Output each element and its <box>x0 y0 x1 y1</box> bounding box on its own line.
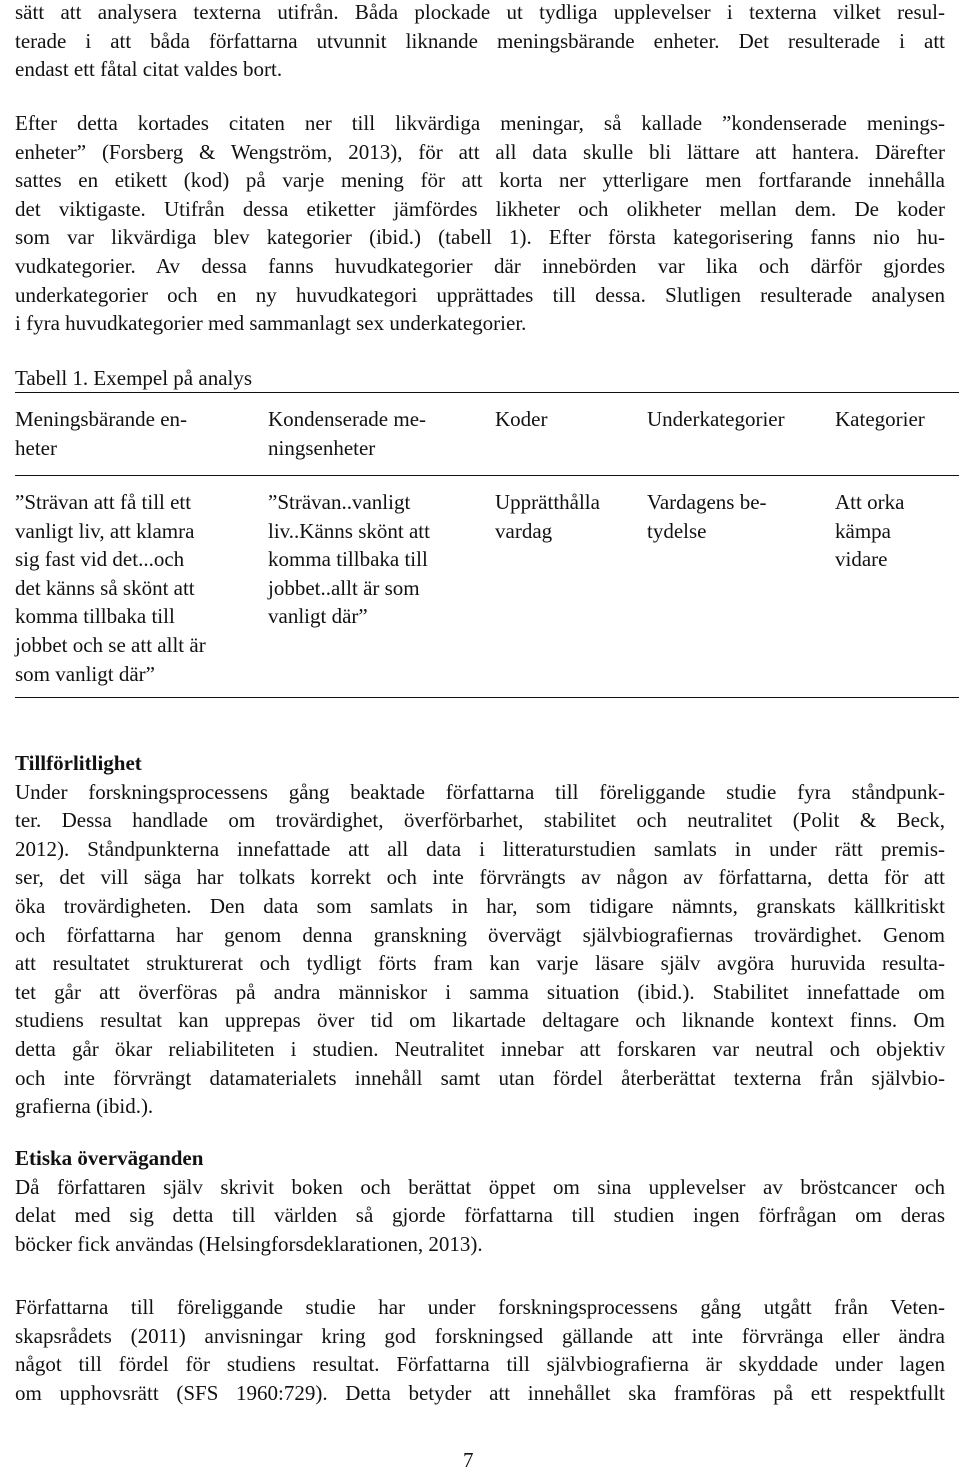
text-line: Författarna till föreliggande studie har under forskningsprocessens gång utgått från Veten- <box>15 1295 945 1319</box>
text-line: Då författaren själv skrivit boken och berättat öppet om sina upplevelser av bröstcancer och <box>15 1174 945 1199</box>
section-heading: Etiska överväganden <box>15 1146 204 1170</box>
ethics-section <box>15 1144 945 1258</box>
method-paragraph <box>15 109 945 338</box>
table-header-rule <box>15 475 959 476</box>
text-line: terade i att båda författarna utvunnit liknande meningsbärande enheter. Det resulterade i att <box>15 28 945 53</box>
text-line: och inte förvrängt datamaterialets innehåll samt utan fördel återberättat texterna från självbio- <box>15 1065 945 1090</box>
cell-category: Att orka kämpa vidare <box>835 490 905 572</box>
cell-meaning-unit: ”Strävan att få till ett vanligt liv, att klamra sig fast vid det...och det känns så skönt att komma tillbaka till jobbet och se att allt är som vanligt där” <box>15 490 206 686</box>
text-line: det viktigaste. Utifrån dessa etiketter jämfördes likheter och olikheter mellan dem. De koder <box>15 196 945 221</box>
text-line: sattes en etikett (kod) på varje mening för att korta ner ytterligare men fortfarande innehålla <box>15 168 945 193</box>
text-line: ter. Dessa handlade om trovärdighet, överförbarhet, stabilitet och neutralitet (Polit & Beck, <box>15 808 945 833</box>
text-line: att resultatet strukturerat och tydligt förts fram kan varje läsare själv avgöra huruvida resulta- <box>15 951 945 976</box>
text-line: Efter detta kortades citaten ner till likvärdiga meningar, så kallade ”kondenserade menings- <box>15 111 945 135</box>
table-caption: Tabell 1. Exempel på analys <box>15 366 253 390</box>
header-meaning-units: Meningsbärande en- heter <box>15 407 188 460</box>
text-line: underkategorier och en ny huvudkategori upprättades till dessa. Slutligen resulterade analysen <box>15 282 945 307</box>
page-number: 7 <box>463 1448 474 1472</box>
cell-code: Upprätthålla vardag <box>495 490 600 543</box>
text-line: skapsrådets (2011) anvisningar kring god forskningsed gällande att inte förvränga eller ändra <box>15 1323 945 1348</box>
reliability-section <box>15 749 945 1121</box>
text-line: Under forskningsprocessens gång beaktade författarna till föreliggande studie fyra ståndpunk- <box>15 779 945 804</box>
cell-subcategory: Vardagens be- tydelse <box>647 490 767 543</box>
ethics-paragraph-2 <box>15 1293 945 1407</box>
text-line: om upphovsrätt (SFS 1960:729). Detta betyder att innehållet ska framföras på ett respektfullt <box>15 1380 945 1405</box>
intro-paragraph <box>15 0 945 84</box>
text-line: detta går ökar reliabiliteten i studien. Neutralitet innebar att forskaren var neutral och objektiv <box>15 1036 945 1061</box>
text-line: delat med sig detta till världen så gjorde författarna till studien ingen förfrågan om deras <box>15 1203 945 1228</box>
text-line: öka trovärdigheten. Den data som samlats in har, som tidigare nämnts, granskats källkritiskt <box>15 893 945 918</box>
text-line: enheter” (Forsberg & Wengström, 2013), för att all data skulle bli lättare att hantera. Därefter <box>15 139 945 164</box>
text-line: tet går att överföras på andra människor i samma situation (ibid.). Stabilitet innefattade om <box>15 979 945 1004</box>
text-line: böcker fick användas (Helsingforsdeklarationen, 2013). <box>15 1231 483 1256</box>
cell-condensed-unit: ”Strävan..vanligt liv..Känns skönt att komma tillbaka till jobbet..allt är som vanligt där” <box>268 490 430 629</box>
text-line: grafierna (ibid.). <box>15 1094 154 1119</box>
text-line: i fyra huvudkategorier med sammanlagt sex underkategorier. <box>15 311 527 336</box>
text-line: något till fördel för studiens resultat. Författarna till självbiografierna är skyddade under lagen <box>15 1352 945 1377</box>
table-top-rule <box>15 392 959 393</box>
text-line: vudkategorier. Av dessa fanns huvudkategorier där innebörden var lika och därför gjordes <box>15 253 945 278</box>
text-line: endast ett fåtal citat valdes bort. <box>15 57 283 82</box>
text-line: studiens resultat kan upprepas över tid om likartade deltagare och liknande kontext finns. Om <box>15 1008 945 1033</box>
section-heading: Tillförlitlighet <box>15 751 142 775</box>
text-line: som var likvärdiga blev kategorier (ibid.) (tabell 1). Efter första kategorisering fanns nio hu- <box>15 225 945 250</box>
text-line: och författarna har genom denna granskning övervägt självbiografiernas trovärdighet. Genom <box>15 922 945 947</box>
text-line: 2012). Ståndpunkterna innefattade att all data i litteraturstudien samlats in under rätt premis- <box>15 836 945 861</box>
text-line: sätt att analysera texterna utifrån. Båda plockade ut tydliga upplevelser i texterna vilket resul- <box>15 0 945 24</box>
table-bottom-rule <box>15 697 959 698</box>
header-condensed-units: Kondenserade me- ningsenheter <box>268 407 427 460</box>
header-subcategories: Underkategorier <box>647 407 785 431</box>
text-line: ser, det vill säga har tolkats korrekt och inte förvrängts av någon av författarna, detta för att <box>15 865 945 890</box>
header-codes: Koder <box>495 407 548 431</box>
header-categories: Kategorier <box>835 407 925 431</box>
